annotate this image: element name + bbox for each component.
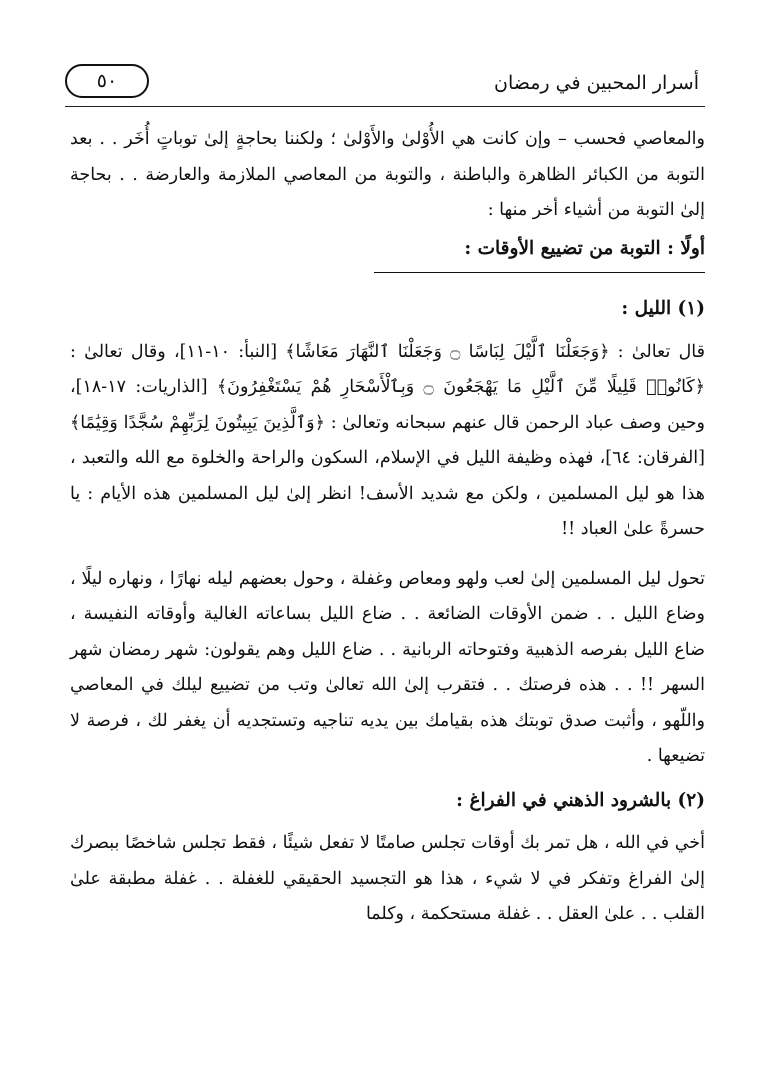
paragraph-gap bbox=[70, 548, 705, 562]
page-header bbox=[65, 60, 705, 110]
mental-paragraph: أخي في الله ، هل تمر بك أوقات تجلس صامتًا لا تفعل شيئًا ، فقط تجلس شاخصًا ببصرك إلىٰ الفراغ وتفكر في لا شيء ، هذا هو التجسيد الحقيقي للغفلة . . غفلة مطبقة علىٰ القلب . . علىٰ العقل . . غفلة مستحكمة ، وكلما bbox=[70, 833, 705, 924]
page-body bbox=[70, 122, 705, 933]
mental-heading: (٢) بالشرود الذهني في الفراغ : bbox=[456, 789, 705, 811]
header-divider bbox=[65, 106, 705, 107]
page-number-badge bbox=[65, 64, 149, 98]
page-number: ٥٠ bbox=[96, 70, 118, 92]
intro-paragraph: والمعاصي فحسب – وإن كانت هي الأُوْلىٰ والأَوْلىٰ ؛ ولكننا بحاجةٍ إلىٰ توباتٍ أُخَر . . بعد التوبة من الكبائر الظاهرة والباطنة ، والتوبة من المعاصي الملازمة والعارضة . . بحاجة إلىٰ التوبة من أشياء أخر منها : bbox=[70, 129, 705, 220]
book-title: أسرار المحبين في رمضان bbox=[494, 72, 699, 94]
night-paragraph-2: تحول ليل المسلمين إلىٰ لعب ولهو ومعاص وغفلة ، وحول بعضهم ليله نهارًا ، ونهاره ليلًا ، وضاع الليل . . ضمن الأوقات الضائعة . . ضاع الليل بساعاته الغالية وأوقاته النفيسة ، ضاع الليل بفرصه الذهبية وفتوحاته الربانية . . ضاع الليل وهم يقولون: شهر رمضان شهر السهر !! . . هذه فرصتك . . فتقرب إلىٰ الله تعالىٰ وتب من تضييع ليلك في المعاصي واللّهو ، وأثبت صدق توبتك هذه بقيامك بين يديه تناجيه وتستجديه أن يغفر لك ، فرصة لا تضيعها . bbox=[70, 568, 705, 766]
night-paragraph: قال تعالىٰ : ﴿وَجَعَلْنَا ٱلَّيْلَ لِبَاسًا ۝ وَجَعَلْنَا ٱلنَّهَارَ مَعَاشًا﴾ [النبأ: ١٠-١١]، وقال تعالىٰ : ﴿كَانُوا۟ قَلِيلًا مِّنَ ٱلَّيْلِ مَا يَهْجَعُونَ ۝ وَبِٱلْأَسْحَارِ هُمْ يَسْتَغْفِرُونَ﴾ [الذاريات: ١٧-١٨]، وحين وصف عباد الرحمن قال عنهم سبحانه وتعالىٰ : ﴿وَٱلَّذِينَ يَبِيتُونَ لِرَبِّهِمْ سُجَّدًا وَقِيَٰمًا﴾ [الفرقان: ٦٤]، فهذه وظيفة الليل في الإسلام، السكون والراحة والخلوة مع الله والتعبد ، هذا هو ليل المسلمين ، ولكن مع شديد الأسف! انظر إلىٰ ليل المسلمين هذه الأيام : يا حسرةً علىٰ العباد !! bbox=[70, 341, 705, 539]
section-heading: أولًا : التوبة من تضييع الأوقات : bbox=[374, 231, 705, 274]
night-heading: (١) الليل : bbox=[621, 298, 705, 319]
